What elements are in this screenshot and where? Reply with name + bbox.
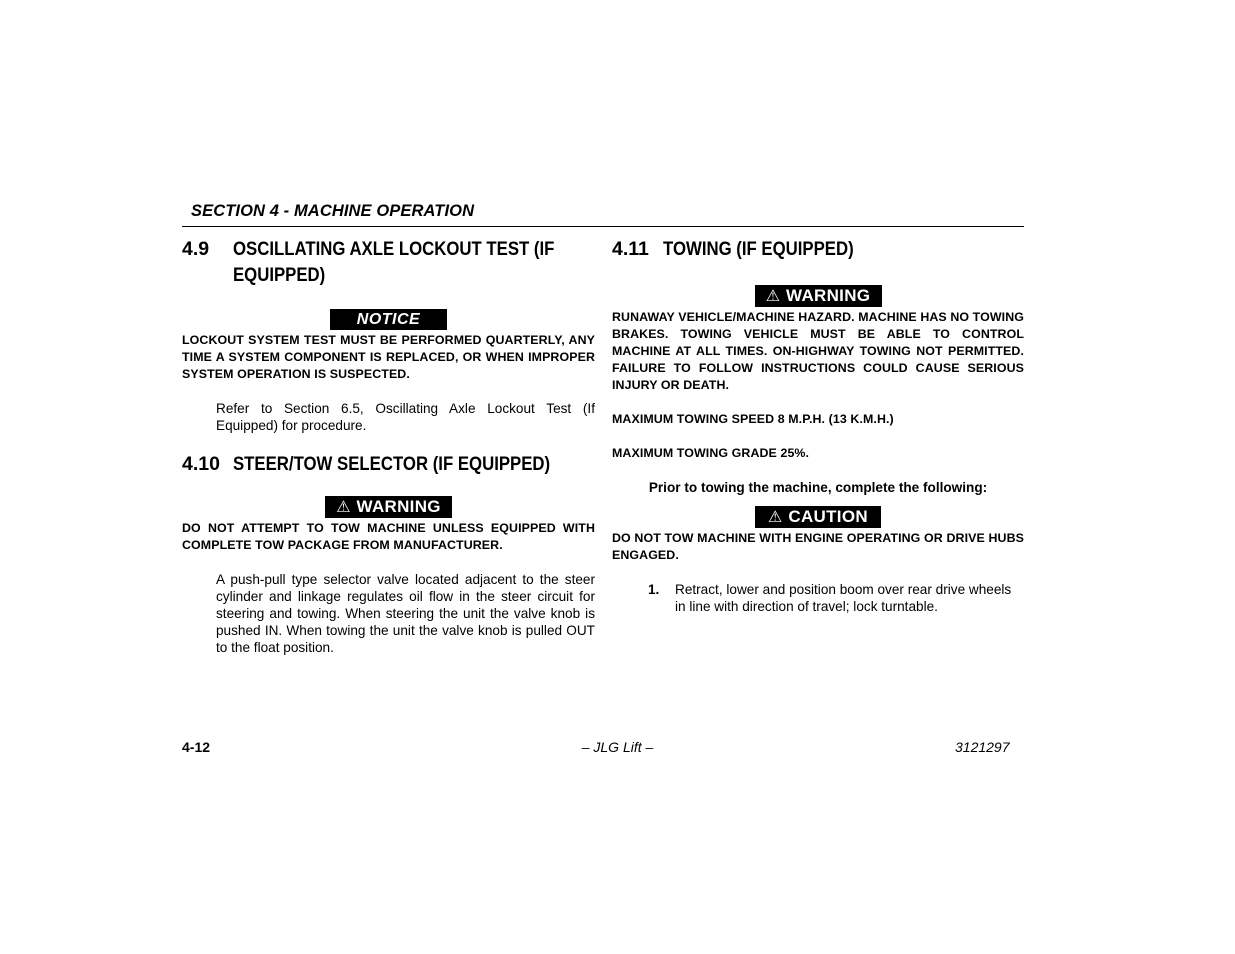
max-grade: MAXIMUM TOWING GRADE 25%. <box>612 446 810 460</box>
caution-badge: ⚠ CAUTION <box>755 506 881 528</box>
notice-badge-row <box>182 309 595 330</box>
warning-triangle-icon: ⚠ <box>765 288 781 305</box>
heading-4-9 <box>182 236 595 288</box>
warning-text: DO NOT ATTEMPT TO TOW MACHINE UNLESS EQUIPPED WITH COMPLETE TOW PACKAGE FROM MANUFACTURER. <box>182 521 595 552</box>
step-number: 1. <box>648 582 660 597</box>
heading-title: STEER/TOW SELECTOR (IF EQUIPPED) <box>233 453 551 475</box>
right-column <box>612 236 1024 615</box>
warning-badge-row <box>612 285 1024 307</box>
heading-number: 4.9 <box>182 238 210 260</box>
prior-instruction: Prior to towing the machine, complete the following: <box>648 480 988 495</box>
page-number: 4-12 <box>182 739 211 755</box>
max-speed: MAXIMUM TOWING SPEED 8 M.P.H. (13 K.M.H.) <box>612 412 894 426</box>
notice-text: LOCKOUT SYSTEM TEST MUST BE PERFORMED QUARTERLY, ANY TIME A SYSTEM COMPONENT IS REPLACED, OR WHEN IMPROPER SYSTEM OPERATION IS SUSPECTED. <box>182 333 595 381</box>
heading-number: 4.10 <box>182 453 220 475</box>
body-paragraph: A push-pull type selector valve located adjacent to the steer cylinder and linkage regulates oil flow in the steer circuit for steering and towing. When steering the unit the valve knob is pushed IN. When towing the unit the valve knob is pulled OUT to the float position. <box>216 572 595 655</box>
warning-badge: ⚠ WARNING <box>325 496 452 518</box>
warning-badge-row <box>182 496 595 518</box>
warning-triangle-icon: ⚠ <box>336 499 351 516</box>
heading-title-line2: EQUIPPED) <box>233 264 326 286</box>
header-rule <box>182 226 1024 227</box>
heading-title-line1: OSCILLATING AXLE LOCKOUT TEST (IF <box>233 238 555 260</box>
caution-text: DO NOT TOW MACHINE WITH ENGINE OPERATING OR DRIVE HUBS ENGAGED. <box>612 531 1024 562</box>
notice-badge: NOTICE <box>330 309 447 330</box>
heading-4-10 <box>182 451 595 477</box>
left-column <box>182 236 595 656</box>
step-text: Retract, lower and position boom over rear drive wheels in line with direction of travel; lock turntable. <box>675 582 1012 614</box>
warning-text: RUNAWAY VEHICLE/MACHINE HAZARD. MACHINE HAS NO TOWING BRAKES. TOWING VEHICLE MUST BE ABLE TO CONTROL MACHINE AT ALL TIMES. ON-HIGHWAY TOWING NOT PERMITTED. FAILURE TO FOLLOW INSTRUCTIONS COULD CAUSE SERIOUS INJURY OR DEATH. <box>612 310 1024 392</box>
warning-triangle-icon: ⚠ <box>768 509 783 526</box>
section-header: SECTION 4 - MACHINE OPERATION <box>191 202 475 220</box>
caution-badge-row <box>612 506 1024 528</box>
warning-badge: ⚠ WARNING <box>755 285 882 307</box>
heading-number: 4.11 <box>612 238 649 260</box>
footer-brand: – JLG Lift – <box>581 739 654 755</box>
list-item <box>612 581 1024 615</box>
document-number: 3121297 <box>955 739 1010 755</box>
heading-4-11 <box>612 236 1024 262</box>
heading-title: TOWING (IF EQUIPPED) <box>663 238 854 260</box>
body-paragraph: Refer to Section 6.5, Oscillating Axle Lockout Test (If Equipped) for procedure. <box>216 401 595 433</box>
